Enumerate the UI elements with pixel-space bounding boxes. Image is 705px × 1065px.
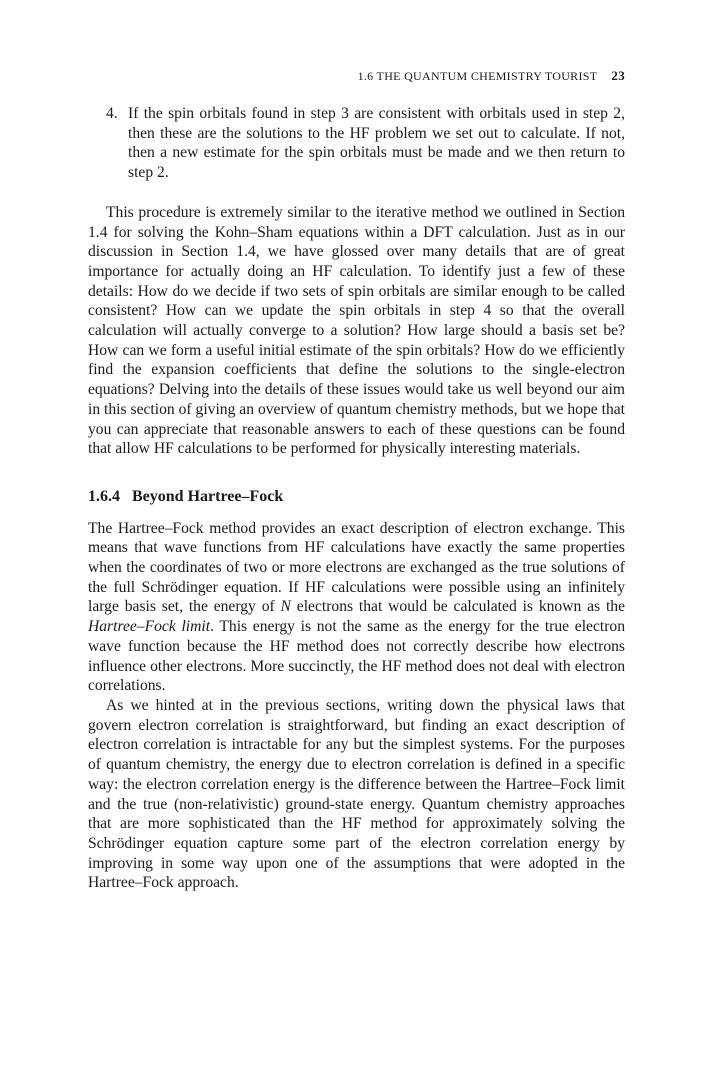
paragraph-2-italic-term: Hartree–Fock limit	[88, 618, 211, 636]
page-number: 23	[611, 68, 625, 83]
running-head-section: 1.6 THE QUANTUM CHEMISTRY TOURIST	[357, 69, 598, 83]
section-title: Beyond Hartree–Fock	[132, 487, 284, 505]
paragraph-hartree-fock-limit	[88, 519, 625, 696]
paragraph-electron-correlation: As we hinted at in the previous sections, writing down the physical laws that govern electron correlation is straightforward, but finding an exact description of electron correlation is intractable for any but the simplest systems. For the purposes of quantum chemistry, the energy due to electron correlation is defined in a specific way: the electron correlation energy is the difference between the Hartree–Fock limit and the true (non-relativistic) ground-state energy. Quantum chemistry approaches that are more sophisticated than the HF method for approximately solving the Schrödinger equation capture some part of the electron correlation energy by improving in some way upon one of the assumptions that were adopted in the Hartree–Fock approach.	[88, 696, 625, 892]
paragraph-2-part-3: . This energy is not the same as the energy for the true electron wave function because the HF method does not correctly describe how electrons influence other electrons. More succinctly, the HF method does not deal with electron correlations.	[88, 618, 625, 695]
running-head	[88, 68, 625, 84]
list-item-number: 4.	[106, 105, 118, 122]
body-text	[88, 104, 625, 893]
list-item-step-4	[106, 104, 625, 183]
paragraph-2-italic-n: N	[280, 598, 291, 616]
section-number: 1.6.4	[88, 487, 120, 505]
paragraph-2-part-2: electrons that would be calculated is known as the	[290, 598, 625, 616]
list-item-text: If the spin orbitals found in step 3 are consistent with orbitals used in step 2, then these are the solutions to the HF problem we set out to calculate. If not, then a new estimate for the spin orbitals must be made and we then return to step 2.	[128, 105, 625, 182]
spacer	[88, 183, 625, 203]
paragraph-iterative-procedure: This procedure is extremely similar to the iterative method we outlined in Section 1.4 for solving the Kohn–Sham equations within a DFT calculation. Just as in our discussion in Section 1.4, we have glossed over many details that are of great importance for actually doing an HF calculation. To identify just a few of these details: How do we decide if two sets of spin orbitals are similar enough to be called consistent? How can we update the spin orbitals in step 4 so that the overall calculation will actually converge to a solution? How large should a basis set be? How can we form a useful initial estimate of the spin orbitals? How do we efficiently find the expansion coefficients that define the solutions to the single-electron equations? Delving into the details of these issues would take us well beyond our aim in this section of giving an overview of quantum chemistry methods, but we hope that you can appreciate that reasonable answers to each of these questions can be found that allow HF calculations to be performed for physically interesting materials.	[88, 203, 625, 458]
section-heading	[88, 487, 625, 507]
paragraph-2-part-1: The Hartree–Fock method provides an exact description of electron exchange. This means that wave functions from HF calculations have exactly the same properties when the coordinates of two or more electrons are exchanged as the true solutions of the full Schrödinger equation. If HF calculations were possible using an infinitely large basis set, the energy of	[88, 519, 625, 616]
